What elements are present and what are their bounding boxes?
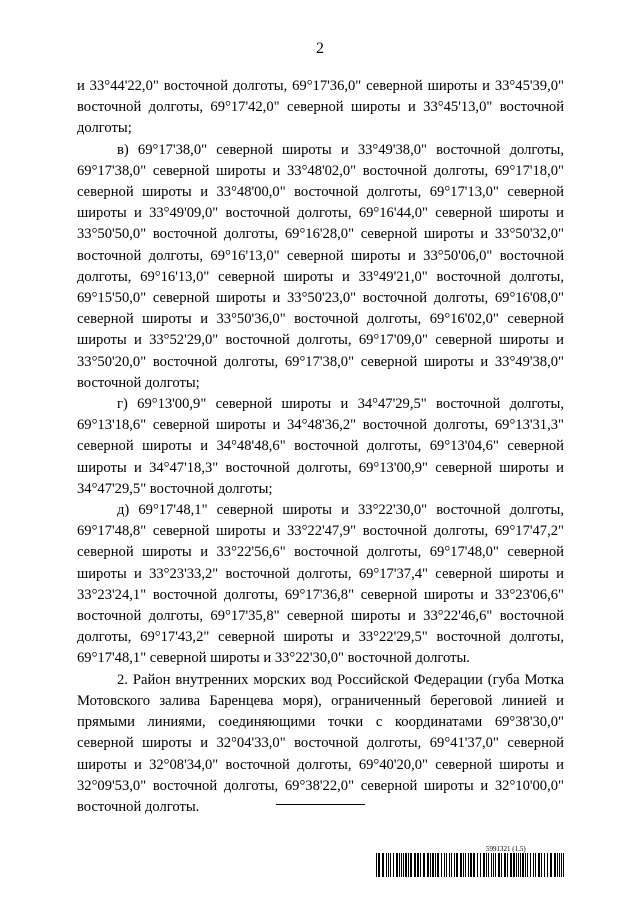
barcode-bar [430,853,431,877]
barcode-bar [493,853,494,877]
barcode-bar [410,853,412,877]
barcode-bar [473,853,475,877]
barcode-bar [533,853,534,877]
barcode-bar [441,853,442,877]
barcode-bar [378,853,380,877]
barcode-bar [403,853,404,877]
barcode-bar [495,853,496,877]
barcode-bar [451,853,452,877]
barcode-bar [446,853,447,877]
barcode-bar [414,853,416,877]
barcode-bar [420,853,421,877]
barcode-bar [427,853,429,877]
barcode-bar [423,853,425,877]
barcode-bar [435,853,436,877]
barcode-bar [501,853,502,877]
barcode-bar [559,853,560,877]
barcode-bar [541,853,542,877]
barcode-bar [486,853,487,877]
barcode-bar [522,853,524,877]
paragraph-item-d: д) 69°17'48,1" северной широты и 33°22'30,0" восточной долготы, 69°17'48,8" северной широты и 33°22'47,9" восточной долготы, 69°17'47,2" северной широты и 33°22'56,6" восточной долготы, 69°17'48,0" северной широты и 33°23'33,2" восточной долготы, 69°17'37,4" северной широты и 33°23'24,1" восточной долготы, 69°17'36,8" северной широты и 33°23'06,6" восточной долготы, 69°17'35,8" северной широты и 33°22'46,6" восточной долготы, 69°17'43,2" северной широты и 33°22'29,5" восточной долготы, 69°17'48,1" северной широты и 33°22'30,0" восточной долготы. [77,502,564,667]
barcode-bar [488,853,489,877]
barcode-bar [483,853,485,877]
document-code: 5991321 (1.5) [486,845,526,853]
barcode-bar [557,853,558,877]
barcode-bar [444,853,445,877]
barcode-bar [388,853,389,877]
barcode-bar [498,853,500,877]
barcode-bar [525,853,526,877]
paragraph-item-v: в) 69°17'38,0" северной широты и 33°49'38,0" восточной долготы, 69°17'38,0" северной широты и 33°48'02,0" восточной долготы, 69°17'18,0" северной широты и 33°48'00,0" восточной долготы, 69°17'13,0" северной широты и 33°49'09,0" восточной долготы, 69°16'44,0" северной широты и 33°50'50,0" восточной долготы, 69°16'28,0" северной широты и 33°50'32,0" восточной долготы, 69°16'13,0" северной широты и 33°50'06,0" восточной долготы, 69°16'13,0" северной широты и 33°49'21,0" восточной долготы, 69°15'50,0" северной широты и 33°50'23,0" восточной долготы, 69°16'08,0" северной широты и 33°50'36,0" восточной долготы, 69°16'02,0" северной широты и 33°52'29,0" восточной долготы, 69°17'09,0" северной широты и 33°50'20,0" восточной долготы, 69°17'38,0" северной широты и 33°49'38,0" восточной долготы; [77,141,564,391]
barcode-bar [507,853,508,877]
barcode-bar [454,853,455,877]
barcode-bar [432,853,434,877]
barcode-bar [470,853,472,877]
barcode-bar [513,853,515,877]
barcode-bar [460,853,462,877]
barcode-bar [530,853,531,877]
barcode-bar [408,853,409,877]
paragraph-section-2: 2. Район внутренних морских вод Российской Федерации (губа Мотка Мотовского залива Баренцева моря), ограниченный береговой линией и прямыми линиями, соединяющими точки с координатами 69°38'30,0" северной широты и 32°04'33,0" восточной долготы, 69°41'37,0" северной широты и 32°08'34,0" восточной долготы, 69°40'20,0" северной широты и 32°09'53,0" восточной долготы, 69°38'22,0" северной широты и 32°10'00,0" восточной долготы. [77,671,564,815]
barcode-bar [520,853,521,877]
barcode-bar [554,853,556,877]
barcode-bar [510,853,512,877]
barcode-bar [449,853,450,877]
barcode-bar [547,853,548,877]
barcode-bar [480,853,481,877]
barcode-bar [437,853,439,877]
barcode-bar [399,853,400,877]
barcode-bar [393,853,394,877]
barcode-bar [382,853,384,877]
barcode-bar [561,853,562,877]
page-number: 2 [316,40,324,57]
barcode-bar [538,853,540,877]
barcode-bar [465,853,466,877]
barcode-bar [401,853,402,877]
barcode-bar [518,853,519,877]
barcode-bar [463,853,464,877]
barcode-bar [417,853,419,877]
paragraph-continuation: и 33°44'22,0" восточной долготы, 69°17'36,0" северной широты и 33°45'39,0" восточной долготы, 69°17'42,0" северной широты и 33°45'13,0" восточной долготы; [77,78,564,137]
barcode-bar [491,853,492,877]
paragraph-item-g: г) 69°13'00,9" северной широты и 34°47'29,5" восточной долготы, 69°13'18,6" северной широты и 34°48'36,2" восточной долготы, 69°13'31,3" северной широты и 34°48'48,6" восточной долготы, 69°13'04,6" северной широты и 34°47'18,3" восточной долготы, 69°13'00,9" северной широты и 34°47'29,5" восточной долготы; [77,396,564,497]
barcode-bar [390,853,391,877]
barcode-bar [386,853,387,877]
barcode-bar [468,853,469,877]
barcode-bar [516,853,517,877]
barcode-bar [563,853,564,877]
barcode-bar [456,853,458,877]
document-body [77,76,564,818]
footer-divider [276,804,365,805]
barcode-bar [405,853,407,877]
barcode-bar [477,853,478,877]
barcode-bar [544,853,545,877]
barcode-bar [550,853,552,877]
barcode-bar [396,853,398,877]
barcode-bar [527,853,528,877]
barcode-bar [504,853,506,877]
barcode-bar [535,853,536,877]
barcode-image [376,853,566,877]
barcode-bar [376,853,377,877]
